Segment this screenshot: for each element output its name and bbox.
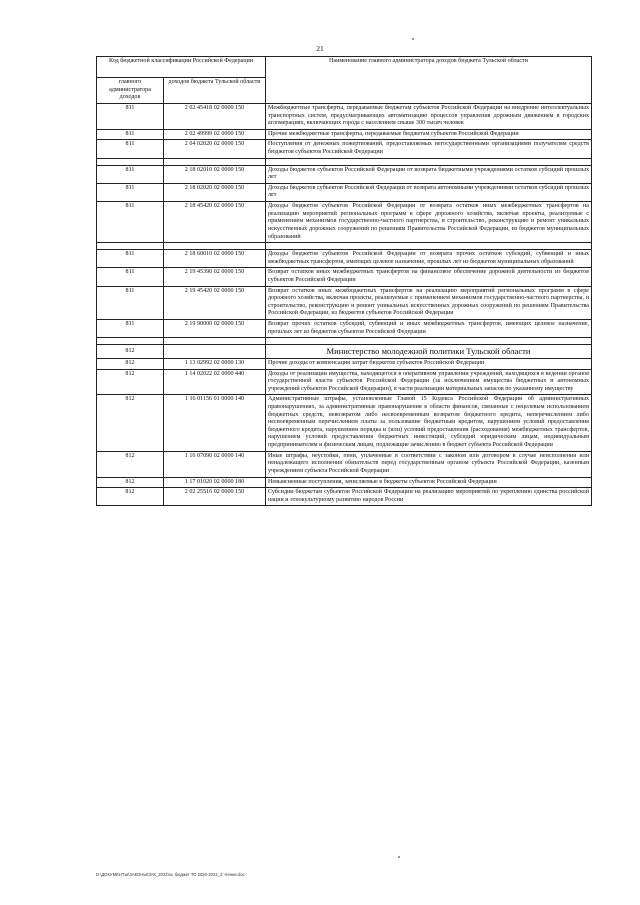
income-name-cell: Доходы бюджетов субъектов Российской Федерации от возврата бюджетными учреждениями остатков субсидий прошлых лет xyxy=(266,165,592,183)
income-name-cell: Доходы от реализации имущества, находящегося в оперативном управлении учреждений, находящихся в ведении органов государственной власти субъектов Российской Федерации (за исключением имущества бюджетных и автономных учреждений субъектов Российской Федерации), в части реализации материальных запасов по указанному имуществу xyxy=(266,369,592,395)
income-code-cell: 2 18 45420 02 0000 150 xyxy=(164,202,266,243)
table-row xyxy=(97,183,592,201)
admin-code-cell: 811 xyxy=(97,183,164,201)
row-spacer xyxy=(97,338,592,345)
table-row xyxy=(97,140,592,158)
income-code-cell: 2 02 25516 02 0000 150 xyxy=(164,488,266,506)
table-row xyxy=(97,250,592,268)
table-row xyxy=(97,268,592,286)
table-row xyxy=(97,488,592,506)
scan-speck xyxy=(412,38,414,40)
income-code-cell: 2 02 45418 02 0000 150 xyxy=(164,104,266,130)
admin-code-cell: 812 xyxy=(97,451,164,477)
spacer-cell xyxy=(164,243,266,250)
spacer-cell xyxy=(266,243,592,250)
page-number: 21 xyxy=(316,44,324,53)
income-code-cell: 2 04 02020 02 0000 150 xyxy=(164,140,266,158)
admin-code-header: главного администратора доходов xyxy=(97,78,164,104)
income-name-cell: Невыясненные поступления, зачисляемые в бюджеты субъектов Российской Федерации xyxy=(266,477,592,488)
spacer-cell xyxy=(266,158,592,165)
table-row xyxy=(97,369,592,395)
income-code-cell: 2 18 02010 02 0000 150 xyxy=(164,165,266,183)
table-row xyxy=(97,451,592,477)
spacer-cell xyxy=(97,243,164,250)
income-code-cell: 2 18 02020 02 0000 150 xyxy=(164,183,266,201)
admin-code-cell: 812 xyxy=(97,488,164,506)
income-code-cell: 2 18 60010 02 0000 150 xyxy=(164,250,266,268)
income-name-cell: Возврат прочих остатков субсидий, субвенций и иных межбюджетных трансфертов, имеющих целевое назначение, прошлых лет из бюджетов субъектов Российской Федерации xyxy=(266,320,592,338)
table-row xyxy=(97,395,592,451)
admin-code-cell: 811 xyxy=(97,104,164,130)
admin-code-cell: 811 xyxy=(97,268,164,286)
income-code-cell: 1 14 02022 02 0000 440 xyxy=(164,369,266,395)
row-spacer xyxy=(97,158,592,165)
admin-code-cell: 811 xyxy=(97,129,164,140)
income-code-header: доходов бюджета Тульской области xyxy=(164,78,266,104)
admin-code-cell: 811 xyxy=(97,320,164,338)
ministry-empty-cell xyxy=(164,345,266,359)
income-name-cell: Межбюджетные трансферты, передаваемые бюджетам субъектов Российской Федерации на внедрение интеллектуальных транспортных систем, предусматривающих автоматизацию процессов управления дорожным движением в городских агломерациях, включающих города с населением свыше 300 тысяч человек xyxy=(266,104,592,130)
ministry-title: Министерство молодежной политики Тульской области xyxy=(266,345,592,359)
name-column-header: Наименование главного администратора доходов бюджета Тульской области xyxy=(266,57,592,104)
ministry-row xyxy=(97,345,592,359)
income-name-cell: Возврат остатков иных межбюджетных трансфертов на реализацию мероприятий региональных программ в сфере дорожного хозяйства, включая проекты, реализуемые с применением механизмов государственно-частного партнерства, и строительство, реконструкцию и ремонт уникальных искусственных дорожных сооружений по решениям Правительства Российской Федерации, из бюджетов субъектов Российской Федерации xyxy=(266,286,592,319)
income-name-cell: Прочие межбюджетные трансферты, передаваемые бюджетам субъектов Российской Федерации xyxy=(266,129,592,140)
income-code-cell: 1 17 01020 02 0000 180 xyxy=(164,477,266,488)
admin-code-cell: 811 xyxy=(97,202,164,243)
admin-code-cell: 812 xyxy=(97,358,164,369)
table-row xyxy=(97,129,592,140)
income-name-cell: Возврат остатков иных межбюджетных трансфертов на финансовое обеспечение дорожной деятельности из бюджетов субъектов Российской Федерации xyxy=(266,268,592,286)
table-row xyxy=(97,104,592,130)
ministry-code: 812 xyxy=(97,345,164,359)
income-name-cell: Доходы бюджетов субъектов Российской Федерации от возврата остатков иных межбюджетных трансфертов на реализацию мероприятий региональных программ в сфере дорожного хозяйства, включая проекты, реализуемые с применением механизмов государственно-частного партнерства, и строительство, реконструкцию и ремонт уникальных искусственных дорожных сооружений по решениям Правительства Российской Федерации, из бюджетов муниципальных образований xyxy=(266,202,592,243)
table-row xyxy=(97,202,592,243)
income-name-cell: Доходы бюджетов субъектов Российской Федерации от возврата автономными учреждениями остатков субсидий прошлых лет xyxy=(266,183,592,201)
income-name-cell: Административные штрафы, установленные Главой 15 Кодекса Российской Федерации об административных правонарушениях, за административные правонарушения в области финансов, связанные с нецелевым использованием бюджетных средств, невозвратом либо несвоевременным возвратом бюджетного кредита, неперечислением либо несвоевременным перечислением платы за пользование бюджетным кредитом, нарушением условий предоставления бюджетного кредита, нарушением порядка и (или) условий предоставления (расходования) межбюджетных трансфертов, нарушением условий предоставления бюджетных инвестиций, субсидий юридическим лицам, индивидуальным предпринимателям и физическим лицам, подлежащие зачислению в бюджет субъекта Российской Федерации xyxy=(266,395,592,451)
table-body-811 xyxy=(97,104,592,345)
table-header xyxy=(97,57,592,104)
income-name-cell: Поступления от денежных пожертвований, предоставляемых негосударственными организациями получателям средств бюджетов субъектов Российской Федерации xyxy=(266,140,592,158)
table-row xyxy=(97,358,592,369)
income-code-cell: 1 16 01156 01 0000 140 xyxy=(164,395,266,451)
admin-code-cell: 811 xyxy=(97,250,164,268)
admin-code-cell: 811 xyxy=(97,140,164,158)
income-code-cell: 1 16 07090 02 0000 140 xyxy=(164,451,266,477)
admin-code-cell: 812 xyxy=(97,395,164,451)
spacer-cell xyxy=(164,158,266,165)
spacer-cell xyxy=(266,338,592,345)
kbk-group-header: Код бюджетной классификации Российской Федерации xyxy=(97,57,266,78)
scan-speck xyxy=(398,856,400,858)
spacer-cell xyxy=(97,338,164,345)
income-code-cell: 1 13 02992 02 0000 130 xyxy=(164,358,266,369)
spacer-cell xyxy=(97,158,164,165)
row-spacer xyxy=(97,243,592,250)
table-row xyxy=(97,477,592,488)
table-row xyxy=(97,165,592,183)
table-row xyxy=(97,320,592,338)
income-code-cell: 2 19 45390 02 0000 150 xyxy=(164,268,266,286)
admin-code-cell: 812 xyxy=(97,477,164,488)
admin-code-cell: 811 xyxy=(97,286,164,319)
income-code-cell: 2 19 45420 02 0000 150 xyxy=(164,286,266,319)
spacer-cell xyxy=(164,338,266,345)
file-path-footer: D:\ДОКУМЕНТЫ\ЗАКОНЫ\ЗАК_2022\зз. бюджет ТО 2020-2022_2 чтение.doc xyxy=(96,872,245,877)
admin-code-cell: 812 xyxy=(97,369,164,395)
income-name-cell: Доходы бюджетов субъектов Российской Федерации от возврата прочих остатков субсидий, субвенций и иных межбюджетных трансфертов, имеющих целевое назначение, прошлых лет из бюджетов муниципальных образований xyxy=(266,250,592,268)
revenue-administrators-table xyxy=(96,56,592,506)
income-name-cell: Иные штрафы, неустойки, пени, уплаченные в соответствии с законом или договором в случае неисполнения или ненадлежащего исполнения обязательств перед государственным органом субъекта Российской Федерации, казенным учреждением субъекта Российской Федерации xyxy=(266,451,592,477)
income-code-cell: 2 19 90000 02 0000 150 xyxy=(164,320,266,338)
income-name-cell: Субсидии бюджетам субъектов Российской Федерации на реализацию мероприятий по укреплению единства российской нации и этнокультурному развитию народов России xyxy=(266,488,592,506)
income-code-cell: 2 02 49999 02 0000 150 xyxy=(164,129,266,140)
table-row xyxy=(97,286,592,319)
admin-code-cell: 811 xyxy=(97,165,164,183)
income-name-cell: Прочие доходы от компенсации затрат бюджетов субъектов Российской Федерации xyxy=(266,358,592,369)
ministry-section xyxy=(97,345,592,359)
table-body-812 xyxy=(97,358,592,505)
